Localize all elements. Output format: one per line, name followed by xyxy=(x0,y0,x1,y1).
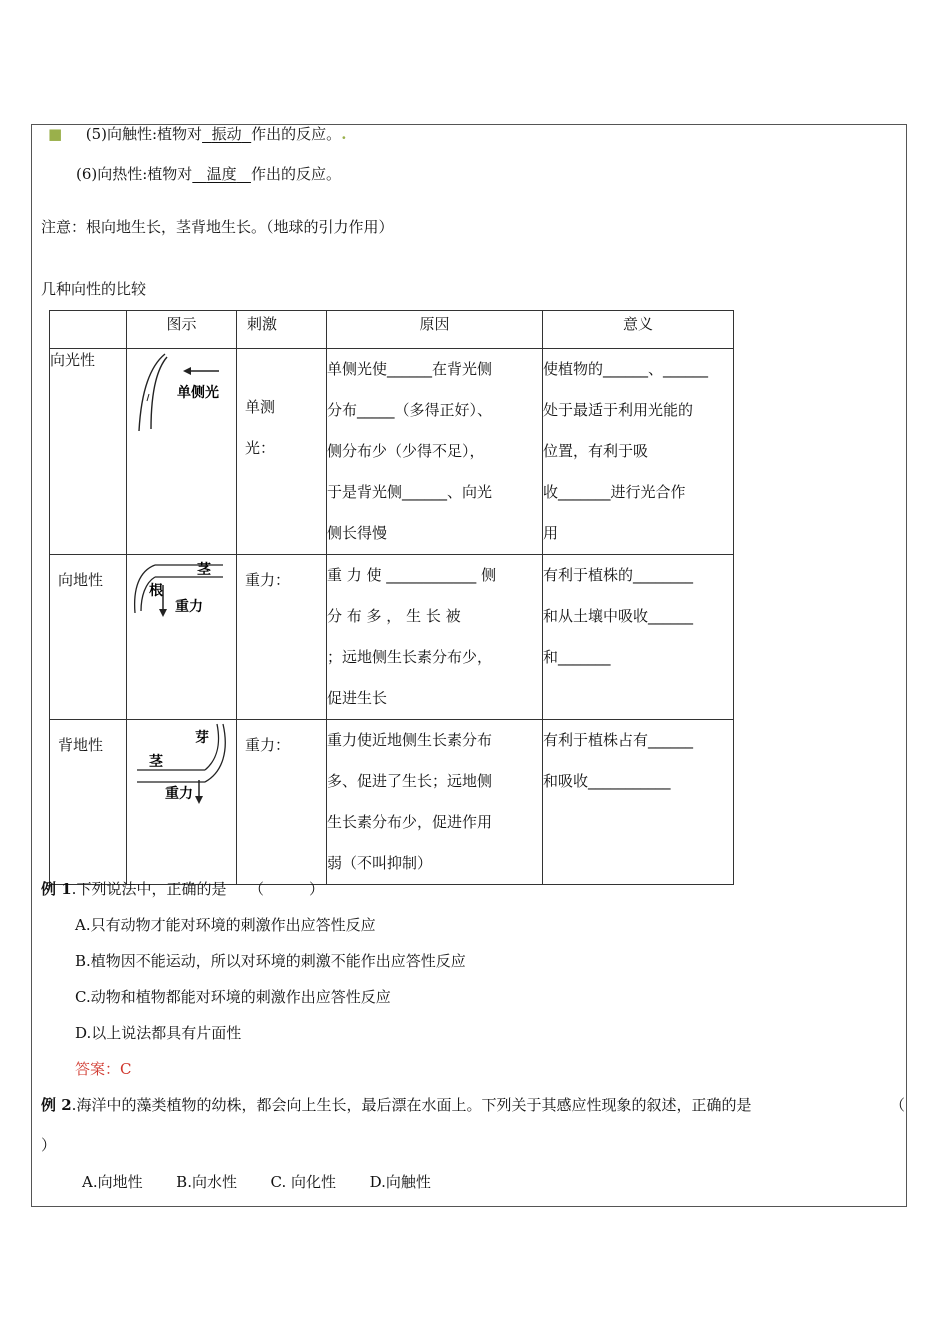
example1-option-d: D.以上说法都具有片面性 xyxy=(75,1024,242,1042)
row-meaning: 使植物的______、______ 处于最适于利用光能的 位置，有利于吸 收_______进行光合作 用 xyxy=(543,349,734,555)
row-stimulus: 单测 光： xyxy=(237,349,327,555)
table-row xyxy=(50,555,734,720)
table-row xyxy=(50,349,734,555)
example2-options xyxy=(82,1172,431,1192)
phototropism-figure xyxy=(127,349,237,555)
row-cause: 重力使近地侧生长素分布 多、促进了生长；远地侧 生长素分布少，促进作用 弱（不叫抑制） xyxy=(327,720,543,885)
note: 注意：根向地生长，茎背地生长。（地球的引力作用） xyxy=(41,218,394,236)
svg-text:重力: 重力 xyxy=(165,786,193,802)
table-header-row xyxy=(50,311,734,349)
row-name: 向光性 xyxy=(50,349,127,555)
row-cause: 重 力 使 ____________ 侧 分 布 多 ， 生 长 被 ；远地侧生长素分布少， 促进生长 xyxy=(327,555,543,720)
example1-question: 例 1.下列说法中，正确的是 （ ） xyxy=(41,880,324,898)
item6-text: (6)向热性:植物对 xyxy=(76,165,193,183)
row-name: 背地性 xyxy=(50,720,127,885)
gravitropism-figure xyxy=(127,555,237,720)
item5-answer: 振动 xyxy=(211,125,242,143)
example2-label: 例 2 xyxy=(41,1096,72,1114)
item-5: ■ (5)向触性:植物对 振动 作出的反应。. xyxy=(48,125,347,143)
example1-label: 例 1 xyxy=(41,880,72,898)
row-name: 向地性 xyxy=(50,555,127,720)
item6-answer: 温度 xyxy=(206,165,237,183)
compare-title: 几种向性的比较 xyxy=(41,280,147,298)
negative-gravitropism-figure xyxy=(127,720,237,885)
svg-text:重力: 重力 xyxy=(175,599,203,615)
phototropism-diagram xyxy=(127,349,236,449)
header-cause: 原因 xyxy=(327,311,543,349)
item6-suffix: 作出的反应。 xyxy=(250,165,341,183)
table-row xyxy=(50,720,734,885)
header-figure: 图示 xyxy=(127,311,237,349)
example2-paren-close: ） xyxy=(41,1136,57,1154)
svg-text:单侧光: 单侧光 xyxy=(177,385,219,401)
header-meaning: 意义 xyxy=(543,311,734,349)
item5-text: (5)向触性:植物对 xyxy=(85,125,203,143)
row-meaning: 有利于植株占有______ 和吸收___________ xyxy=(543,720,734,885)
example2-paren-open: （ xyxy=(890,1096,906,1114)
example1-option-b: B.植物因不能运动，所以对环境的刺激不能作出应答性反应 xyxy=(75,952,466,970)
row-stimulus: 重力： xyxy=(237,720,327,885)
comparison-table xyxy=(49,310,734,885)
row-cause: 单侧光使______在背光侧 分布_____（多得正好）、 侧分布少（少得不足）， 于是背光侧______、向光 侧长得慢 xyxy=(327,349,543,555)
header-stimulus: 刺激 xyxy=(237,311,327,349)
example1-option-a: A.只有动物才能对环境的刺激作出应答性反应 xyxy=(75,916,376,934)
svg-text:芽: 芽 xyxy=(195,730,209,746)
svg-text:根: 根 xyxy=(149,583,163,599)
item5-suffix: 作出的反应。 xyxy=(251,125,342,143)
bullet-marker: ■ xyxy=(48,125,63,143)
gravitropism-diagram xyxy=(127,555,236,630)
negative-gravitropism-diagram xyxy=(127,720,236,810)
svg-text:茎: 茎 xyxy=(149,754,163,770)
example2-option-a: A.向地性 xyxy=(82,1173,143,1191)
example1-answer: 答案：C xyxy=(75,1060,132,1078)
example2-option-b: B.向水性 xyxy=(176,1173,237,1191)
row-meaning: 有利于植株的________ 和从土壤中吸收______ 和_______ xyxy=(543,555,734,720)
example2-option-c: C. 向化性 xyxy=(270,1173,337,1191)
example1-option-c: C.动物和植物都能对环境的刺激作出应答性反应 xyxy=(75,988,391,1006)
row-stimulus: 重力： xyxy=(237,555,327,720)
item-6 xyxy=(76,164,341,184)
svg-text:茎: 茎 xyxy=(197,562,211,578)
example2-option-d: D.向触性 xyxy=(369,1173,431,1191)
example2-question: 例 2.海洋中的藻类植物的幼株，都会向上生长，最后漂在水面上。下列关于其感应性现象的叙述，正确的是 xyxy=(41,1096,752,1114)
